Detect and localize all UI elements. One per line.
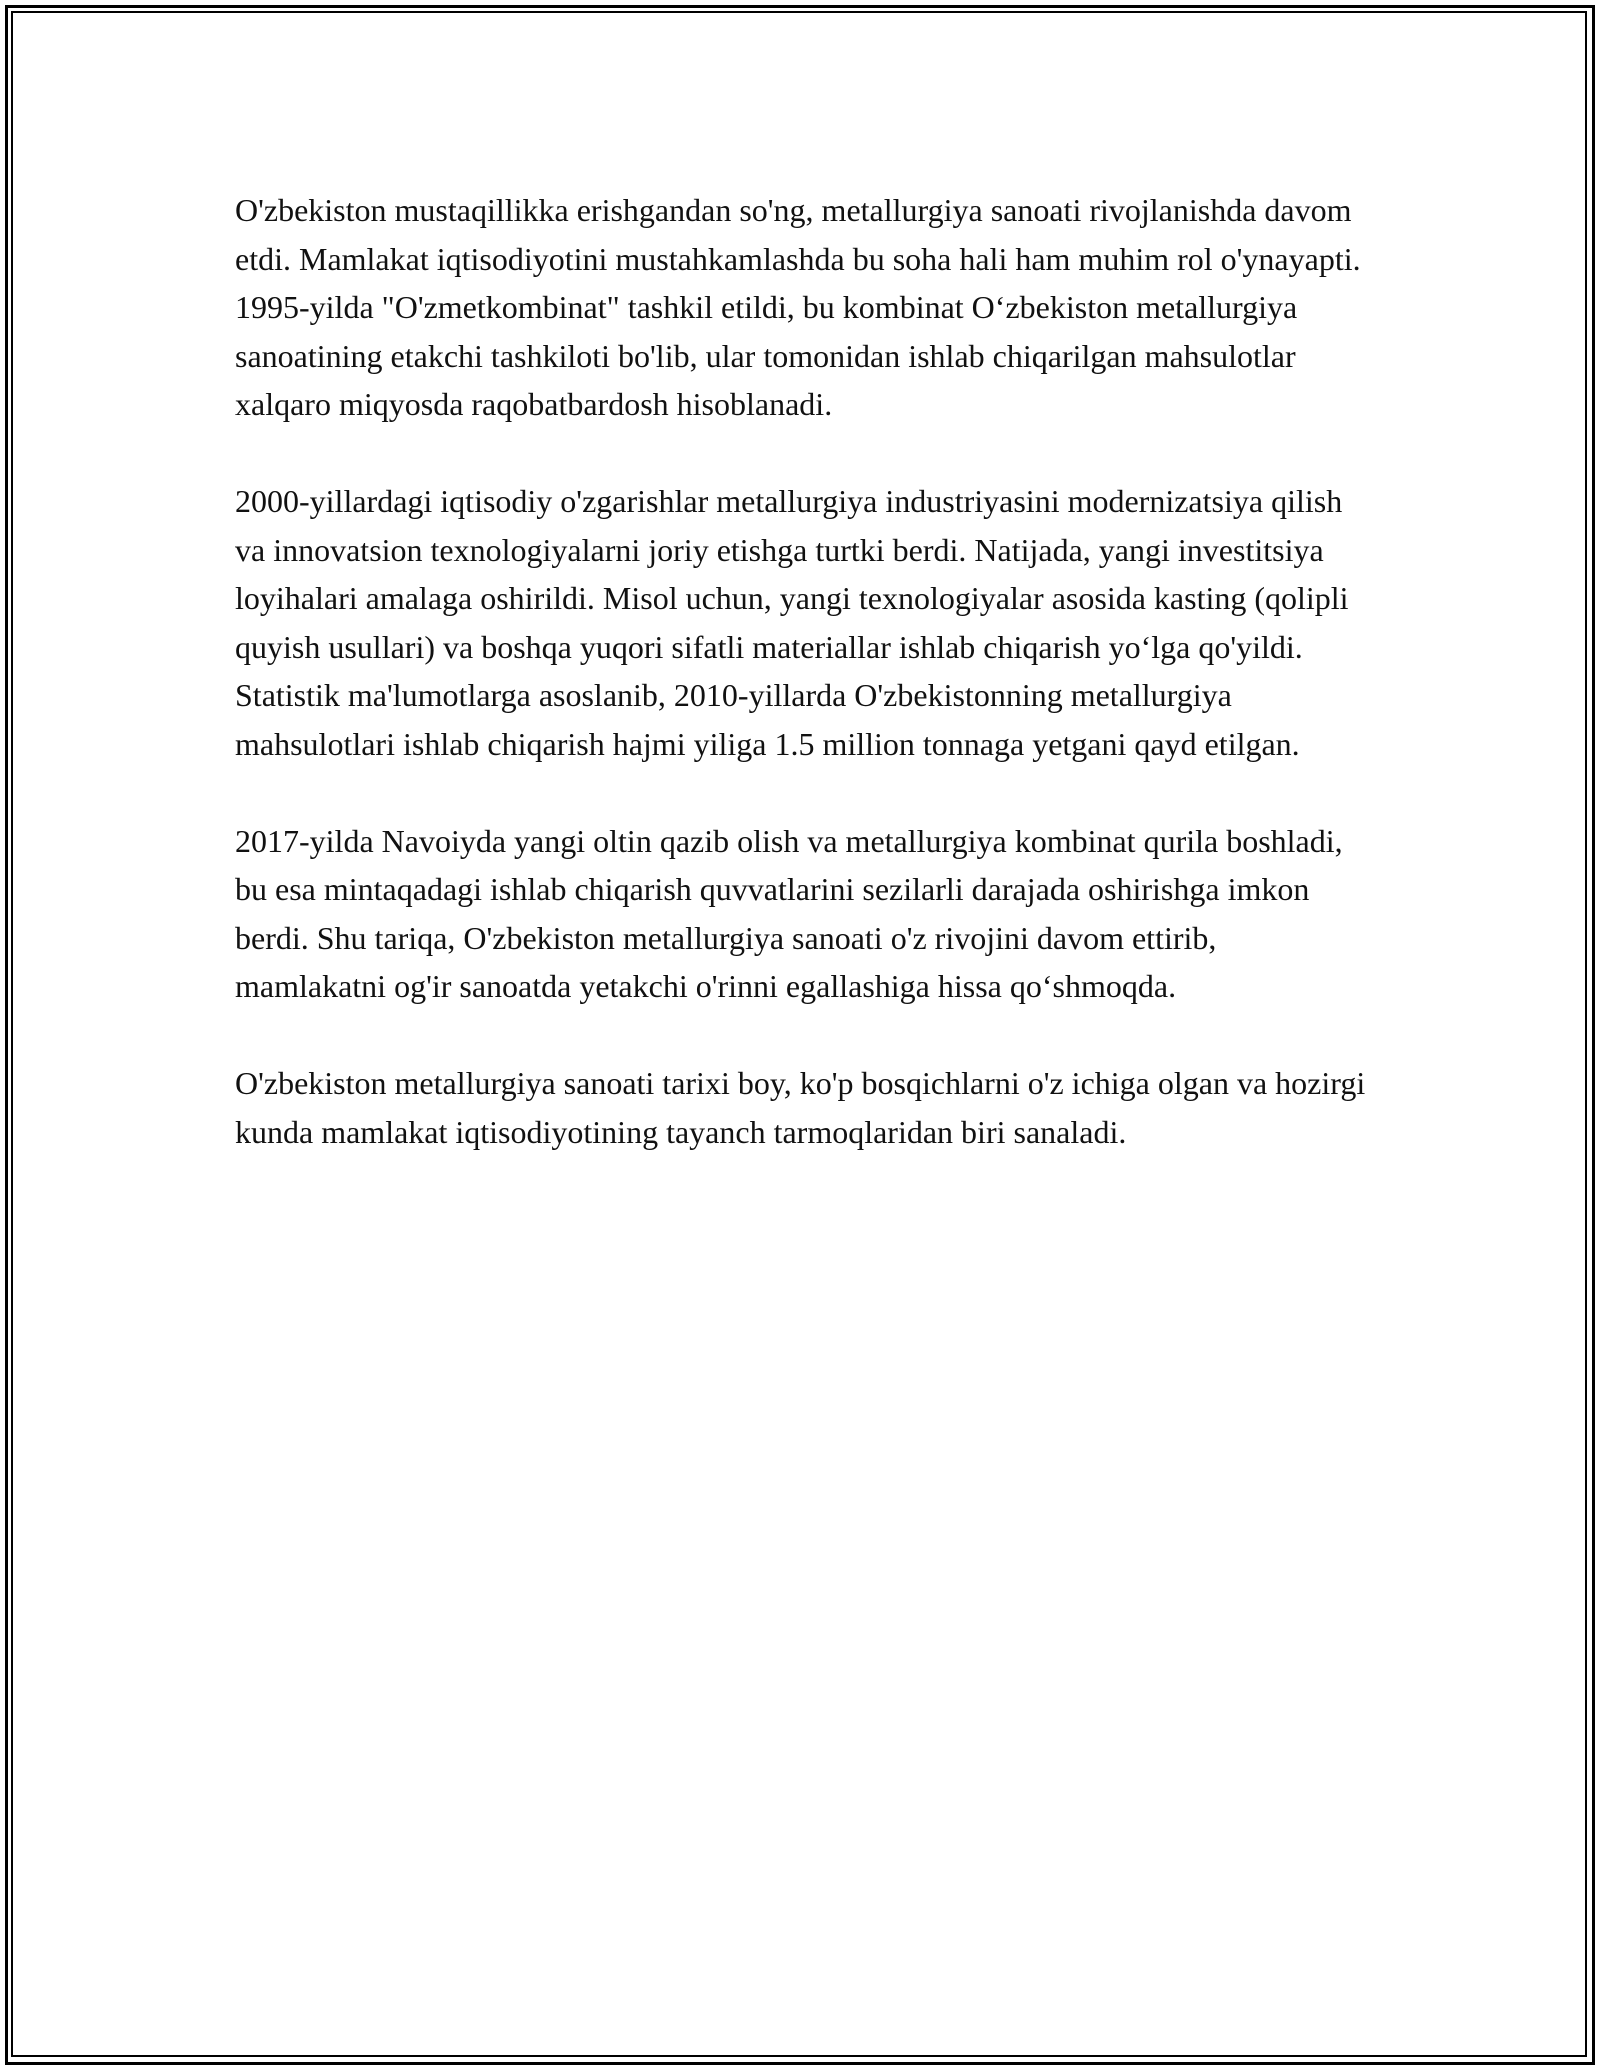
paragraph-3: 2017-yilda Navoiyda yangi oltin qazib olish va metallurgiya kombinat qurila boshladi, bu esa mintaqadagi ishlab chiqarish quvvatlarini sezilarli darajada oshirishga imkon berdi. Shu tariqa, O'zbekiston metallurgiya sanoati o'z rivojini davom ettirib, mamlakatni og'ir sanoatda yetakchi o'rinni egallashiga hissa qo‘shmoqda. xyxy=(235,822,1343,1004)
paragraph-4: O'zbekiston metallurgiya sanoati tarixi boy, ko'p bosqichlarni o'z ichiga olgan va hozirgi kunda mamlakat iqtisodiyotining tayanch tarmoqlaridan biri sanaladi. xyxy=(235,1065,1366,1150)
paragraph-1: O'zbekiston mustaqillikka erishgandan so'ng, metallurgiya sanoati rivojlanishda davom etdi. Mamlakat iqtisodiyotini mustahkamlashda bu soha hali ham muhim rol o'ynayapti. 1995-yilda "O'zmetkombinat" tashkil etildi, bu kombinat O‘zbekiston metallurgiya sanoatining etakchi tashkiloti bo'lib, ular tomonidan ishlab chiqarilgan mahsulotlar xalqaro miqyosda raqobatbardosh hisoblanadi. xyxy=(235,192,1361,422)
paragraph-2: 2000-yillardagi iqtisodiy o'zgarishlar metallurgiya industriyasini modernizatsiya qilish va innovatsion texnologiyalarni joriy etishga turtki berdi. Natijada, yangi investitsiya loyihalari amalaga oshirildi. Misol uchun, yangi texnologiyalar asosida kasting (qolipli quyish usullari) va boshqa yuqori sifatli materiallar ishlab chiqarish yo‘lga qo'yildi. Statistik ma'lumotlarga asoslanib, 2010-yillarda O'zbekistonning metallurgiya mahsulotlari ishlab chiqarish hajmi yiliga 1.5 million tonnaga yetgani qayd etilgan. xyxy=(235,483,1349,762)
document-body xyxy=(235,186,1375,1205)
